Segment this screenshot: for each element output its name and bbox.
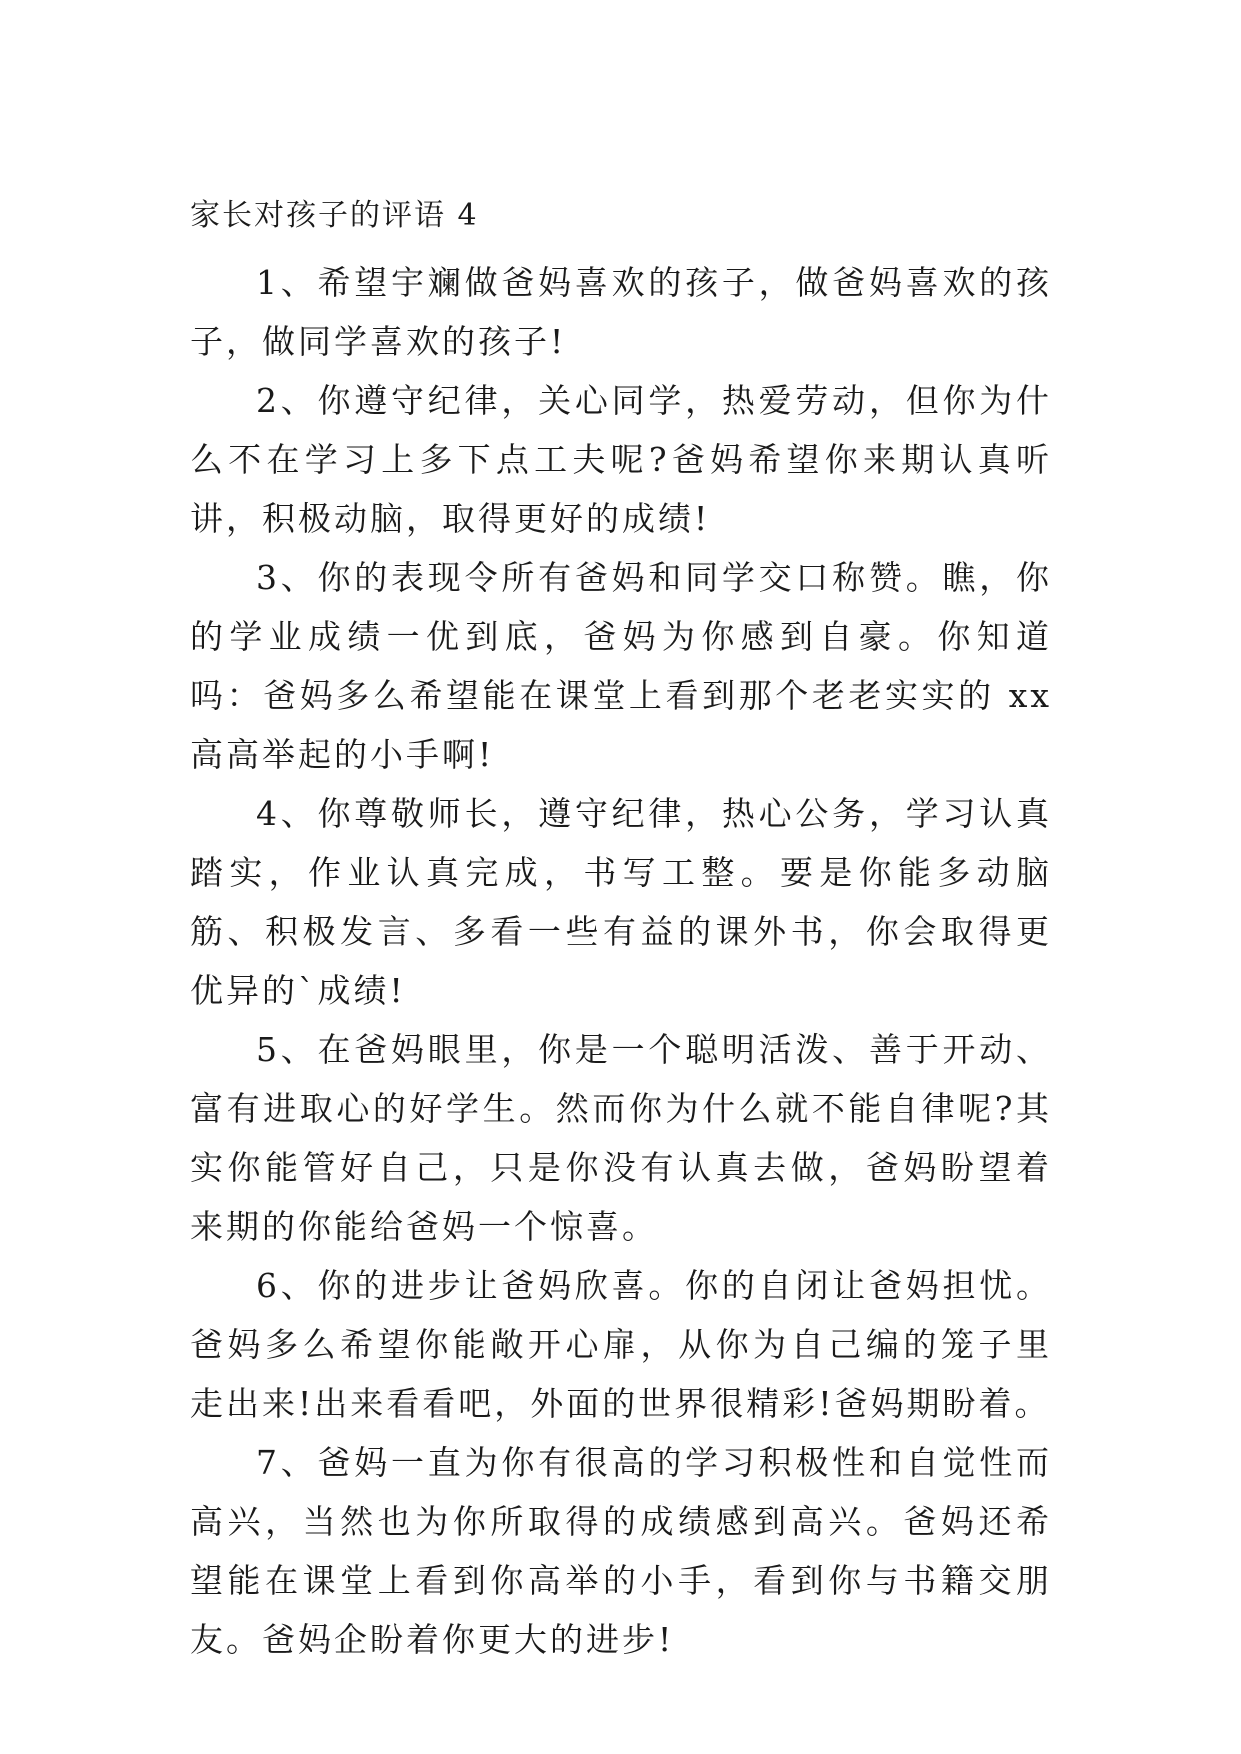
comment-paragraph-4: 4、你尊敬师长，遵守纪律，热心公务，学习认真踏实，作业认真完成，书写工整。要是你能多动脑筋、积极发言、多看一些有益的课外书，你会取得更优异的`成绩! <box>190 794 1052 1010</box>
document-title: 家长对孩子的评语 4 <box>190 198 479 233</box>
comment-paragraph-2: 2、你遵守纪律，关心同学，热爱劳动，但你为什么不在学习上多下点工夫呢?爸妈希望你来期认真听讲，积极动脑，取得更好的成绩! <box>190 381 1052 538</box>
comment-paragraph-3: 3、你的表现令所有爸妈和同学交口称赞。瞧，你的学业成绩一优到底，爸妈为你感到自豪。你知道吗：爸妈多么希望能在课堂上看到那个老老实实的 xx 高高举起的小手啊! <box>190 558 1052 774</box>
comment-paragraph-5: 5、在爸妈眼里，你是一个聪明活泼、善于开动、富有进取心的好学生。然而你为什么就不能自律呢?其实你能管好自己，只是你没有认真去做，爸妈盼望着来期的你能给爸妈一个惊喜。 <box>190 1030 1052 1246</box>
comment-paragraph-7: 7、爸妈一直为你有很高的学习积极性和自觉性而高兴，当然也为你所取得的成绩感到高兴。爸妈还希望能在课堂上看到你高举的小手，看到你与书籍交朋友。爸妈企盼着你更大的进步! <box>190 1443 1052 1659</box>
comment-paragraph-6: 6、你的进步让爸妈欣喜。你的自闭让爸妈担忧。爸妈多么希望你能敞开心扉，从你为自己编的笼子里走出来!出来看看吧，外面的世界很精彩!爸妈期盼着。 <box>190 1266 1052 1423</box>
document-body <box>190 196 1052 1669</box>
comment-paragraph-1: 1、希望宇斓做爸妈喜欢的孩子，做爸妈喜欢的孩子，做同学喜欢的孩子! <box>190 263 1052 361</box>
